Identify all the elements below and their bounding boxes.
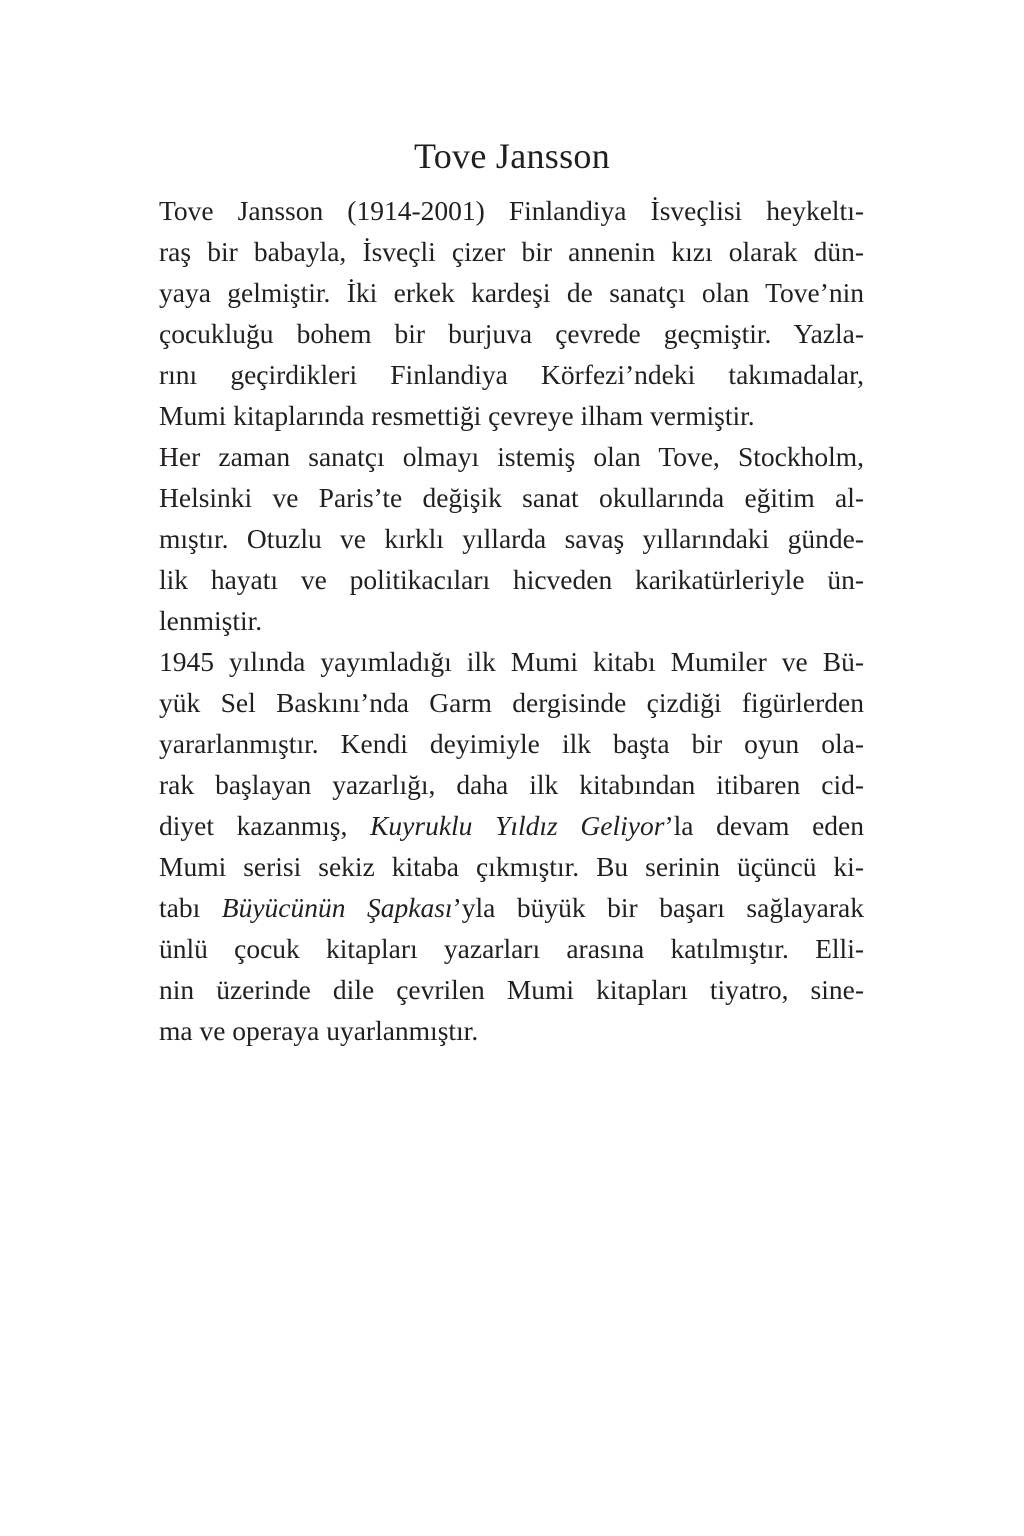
text-line: Tove Jansson (1914-2001) Finlandiya İsveçlisi heykeltı- xyxy=(159,195,864,226)
text-line-with-title xyxy=(159,805,864,846)
text-segment: diyet kazanmış, xyxy=(159,810,371,841)
text-line: yaya gelmiştir. İki erkek kardeşi de sanatçı olan Tove’nin xyxy=(159,277,864,308)
book-title-italic: Kuyruklu Yıldız Geliyor xyxy=(370,810,665,841)
book-title-italic: Büyücünün Şapkası xyxy=(221,892,453,923)
text-line: Her zaman sanatçı olmayı istemiş olan Tove, Stockholm, xyxy=(159,441,864,472)
text-line: yararlanmıştır. Kendi deyimiyle ilk başta bir oyun ola- xyxy=(159,728,864,759)
page-title: Tove Jansson xyxy=(413,136,611,176)
text-line: mıştır. Otuzlu ve kırklı yıllarda savaş yıllarındaki günde- xyxy=(159,523,864,554)
text-line-with-title xyxy=(159,887,864,928)
text-line: 1945 yılında yayımladığı ilk Mumi kitabı Mumiler ve Bü- xyxy=(159,646,864,677)
text-line: ünlü çocuk kitapları yazarları arasına katılmıştır. Elli- xyxy=(159,933,864,964)
biography-text xyxy=(159,190,864,1051)
text-line: çocukluğu bohem bir burjuva çevrede geçmiştir. Yazla- xyxy=(159,318,864,349)
text-line: yük Sel Baskını’nda Garm dergisinde çizdiği figürlerden xyxy=(159,687,864,718)
text-segment: tabı xyxy=(159,892,222,923)
text-segment: ’yla büyük bir başarı sağlayarak xyxy=(452,892,864,923)
text-line: lenmiştir. xyxy=(159,605,263,636)
text-line: rını geçirdikleri Finlandiya Körfezi’ndeki takımadalar, xyxy=(159,359,864,390)
text-line: ma ve operaya uyarlanmıştır. xyxy=(159,1015,479,1046)
text-line: nin üzerinde dile çevrilen Mumi kitapları tiyatro, sine- xyxy=(159,974,864,1005)
text-line: rak başlayan yazarlığı, daha ilk kitabından itibaren cid- xyxy=(159,769,864,800)
text-segment: ’la devam eden xyxy=(664,810,864,841)
text-line: lik hayatı ve politikacıları hicveden karikatürleriyle ün- xyxy=(159,564,864,595)
text-line: Helsinki ve Paris’te değişik sanat okullarında eğitim al- xyxy=(159,482,864,513)
text-line: Mumi serisi sekiz kitaba çıkmıştır. Bu serinin üçüncü ki- xyxy=(159,851,864,882)
text-line: Mumi kitaplarında resmettiği çevreye ilham vermiştir. xyxy=(159,400,755,431)
text-line: raş bir babayla, İsveçli çizer bir annenin kızı olarak dün- xyxy=(159,236,864,267)
